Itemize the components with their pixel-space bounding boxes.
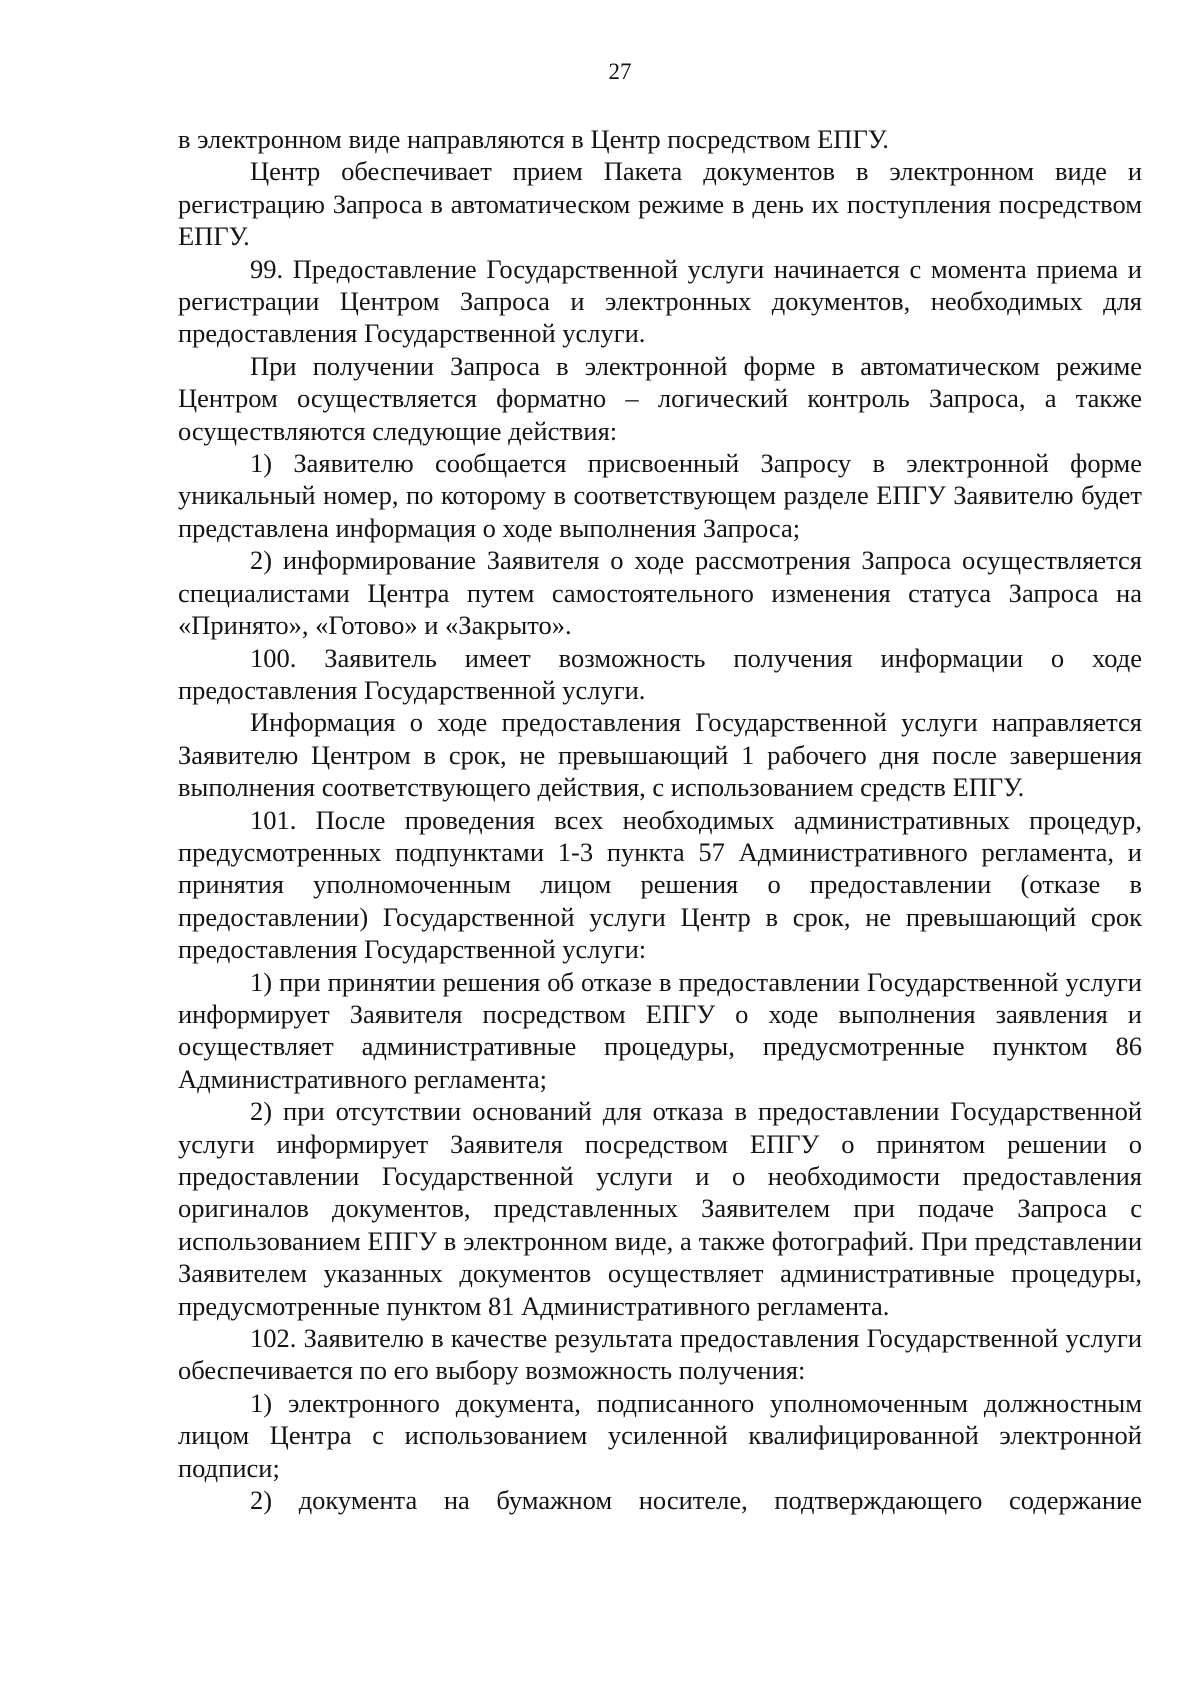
paragraph: 2) информирование Заявителя о ходе рассмотрения Запроса осуществляется специалистами Центра путем самостоятельного изменения статуса Запроса на «Принято», «Готово» и «Закрыто». [178, 545, 1142, 641]
body-text [178, 123, 1142, 1516]
paragraph: 101. После проведения всех необходимых административных процедур, предусмотренных подпунктами 1-3 пункта 57 Административного регламента, и принятия уполномоченным лицом решения о предоставлении (отказе в предоставлении) Государственной услуги Центр в срок, не превышающий срок предоставления Государственной услуги: [178, 804, 1142, 965]
page-number: 27 [608, 59, 632, 84]
paragraph: 1) электронного документа, подписанного уполномоченным должностным лицом Центра с использованием усиленной квалифицированной электронной подписи; [178, 1387, 1142, 1483]
paragraph: в электронном виде направляются в Центр посредством ЕПГУ. [178, 124, 889, 154]
paragraph: 99. Предоставление Государственной услуги начинается с момента приема и регистрации Центром Запроса и электронных документов, необходимых для предоставления Государственной услуги. [178, 253, 1142, 349]
paragraph: 2) документа на бумажном носителе, подтверждающего содержание [250, 1485, 1142, 1516]
paragraph: 100. Заявитель имеет возможность получения информации о ходе предоставления Государственной услуги. [178, 642, 1142, 705]
paragraph: 1) Заявителю сообщается присвоенный Запросу в электронной форме уникальный номер, по которому в соответствующем разделе ЕПГУ Заявителю будет представлена информация о ходе выполнения Запроса; [178, 448, 1142, 543]
paragraph: Центр обеспечивает прием Пакета документов в электронном виде и регистрацию Запроса в автоматическом режиме в день их поступления посредством ЕПГУ. [178, 156, 1142, 252]
paragraph: Информация о ходе предоставления Государственной услуги направляется Заявителю Центром в срок, не превышающий 1 рабочего дня после завершения выполнения соответствующего действия, с использованием средств ЕПГУ. [178, 707, 1142, 803]
paragraph: При получении Запроса в электронной форме в автоматическом режиме Центром осуществляется форматно – логический контроль Запроса, а также осуществляются следующие действия: [178, 350, 1142, 446]
paragraph: 1) при принятии решения об отказе в предоставлении Государственной услуги информирует Заявителя посредством ЕПГУ о ходе выполнения заявления и осуществляет административные процедуры, предусмотренные пунктом 86 Административного регламента; [178, 966, 1142, 1094]
paragraph: 102. Заявителю в качестве результата предоставления Государственной услуги обеспечивается по его выбору возможность получения: [178, 1323, 1142, 1386]
paragraph: 2) при отсутствии оснований для отказа в предоставлении Государственной услуги информирует Заявителя посредством ЕПГУ о принятом решении о предоставлении Государственной услуги и о необходимости предоставления оригиналов документов, представленных Заявителем при подаче Запроса с использованием ЕПГУ в электронном виде, а также фотографий. При представлении Заявителем указанных документов осуществляет административные процедуры, предусмотренные пунктом 81 Административного регламента. [178, 1096, 1142, 1321]
